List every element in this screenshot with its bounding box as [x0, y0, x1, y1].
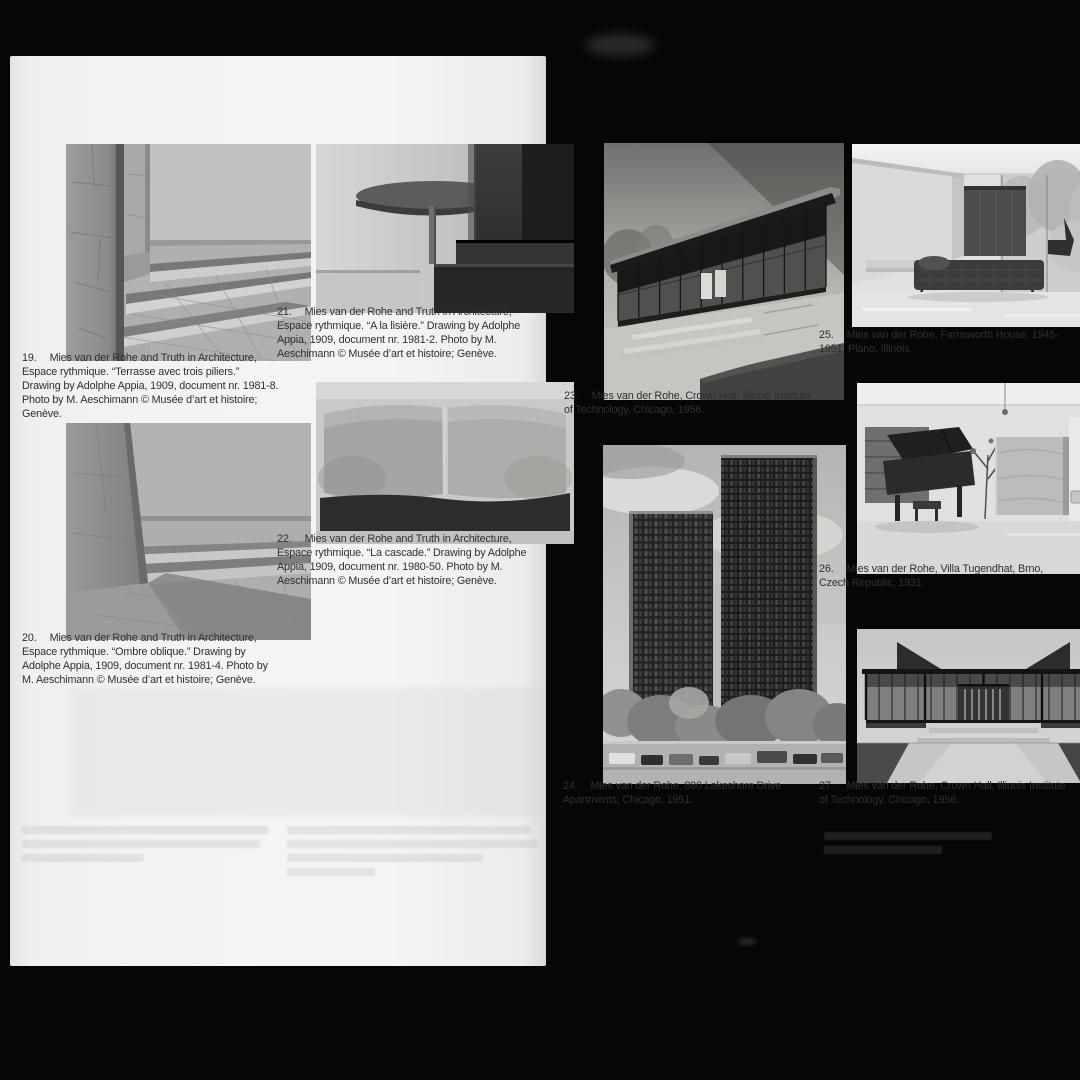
ghost-text-line [22, 854, 144, 862]
figure-27-number: 27. [819, 780, 834, 792]
figure-23-caption [564, 389, 816, 417]
figure-27-text: Mies van der Rohe, Crown Hall, Illinois Institute of Technology, Chicago, 1956. [819, 780, 1066, 806]
ghost-text-line [287, 854, 483, 862]
figure-20-number: 20. [22, 632, 37, 644]
figure-24-number: 24. [563, 780, 578, 792]
figure-20-text: Mies van der Rohe and Truth in Architecture, Espace rythmique. “Ombre oblique.” Drawing by Adolphe Appia, 1909, document nr. 1981-4. Photo by M. Aeschimann © Musée d’art et histoire; Genève. [22, 632, 268, 686]
right-page [552, 56, 1072, 966]
figure-27-caption [819, 779, 1067, 807]
ghost-text-line [287, 868, 375, 876]
figure-22-text: Mies van der Rohe and Truth in Architecture, Espace rythmique. “La cascade.” Drawing by Adolphe Appia, 1909, document nr. 1980-50. Photo by M. Aeschimann © Musée d’art et histoire; Genève. [277, 533, 527, 587]
figure-23-image [604, 143, 844, 400]
ghost-text-line [824, 846, 942, 854]
figure-20-caption [22, 631, 280, 687]
ghost-text-line [287, 826, 531, 834]
figure-19-number: 19. [22, 352, 37, 364]
figure-26-text: Mies van der Rohe, Villa Tugendhat, Brno, Czech Republic, 1931. [819, 563, 1044, 589]
figure-20 [66, 423, 311, 640]
figure-21-image [316, 144, 574, 313]
figure-25-caption [819, 328, 1067, 356]
figure-23-number: 23. [564, 390, 579, 402]
figure-26 [857, 383, 1080, 574]
figure-23-text: Mies van der Rohe, Crown Hall, Illinois Institute of Technology, Chicago, 1956. [564, 390, 811, 416]
ghost-text-line [22, 840, 260, 848]
left-page [10, 56, 546, 966]
figure-22-caption [277, 532, 535, 588]
figure-25-number: 25. [819, 329, 834, 341]
figure-19-image [66, 144, 311, 361]
figure-24-text: Mies van der Rohe, 880 Lakeshore Drive Apartments, Chicago, 1951. [563, 780, 782, 806]
figure-24-image [603, 445, 846, 784]
figure-22-number: 22. [277, 533, 292, 545]
figure-21-number: 21. [277, 306, 292, 318]
figure-23 [604, 143, 844, 400]
ghost-text-line [22, 826, 268, 834]
figure-25 [852, 144, 1080, 327]
figure-22 [316, 382, 574, 544]
figure-20-image [66, 423, 311, 640]
figure-26-caption [819, 562, 1067, 590]
figure-19-text: Mies van der Rohe and Truth in Architecture, Espace rythmique. “Terrasse avec trois piliers.” Drawing by Adolphe Appia, 1909, document nr. 1981-8. Photo by M. Aeschimann © Musée d’art et histoire; Genève. [22, 352, 279, 420]
showthrough-panel [72, 688, 538, 816]
figure-27 [857, 629, 1080, 783]
figure-22-image [316, 382, 574, 544]
figure-27-image [857, 629, 1080, 783]
figure-19-caption [22, 351, 280, 421]
scan-artifact [585, 34, 655, 56]
figure-19 [66, 144, 311, 361]
ghost-text-line [287, 840, 537, 848]
page-number-smudge [738, 938, 756, 945]
figure-26-number: 26. [819, 563, 834, 575]
figure-24-caption [563, 779, 817, 807]
figure-25-text: Mies van der Rohe, Farnsworth House, 1945-1951, Plano, Illinois. [819, 329, 1059, 355]
ghost-text-line [824, 832, 992, 840]
figure-25-image [852, 144, 1080, 327]
figure-21-text: Mies van der Rohe and Truth in Architecture, Espace rythmique. “A la lisière.” Drawing by Adolphe Appia, 1909, document nr. 1981-2. Photo by M. Aeschimann © Musée d’art et histoire; Genève. [277, 306, 521, 360]
figure-21-caption [277, 305, 535, 361]
figure-21 [316, 144, 574, 313]
figure-24 [603, 445, 846, 784]
figure-26-image [857, 383, 1080, 574]
